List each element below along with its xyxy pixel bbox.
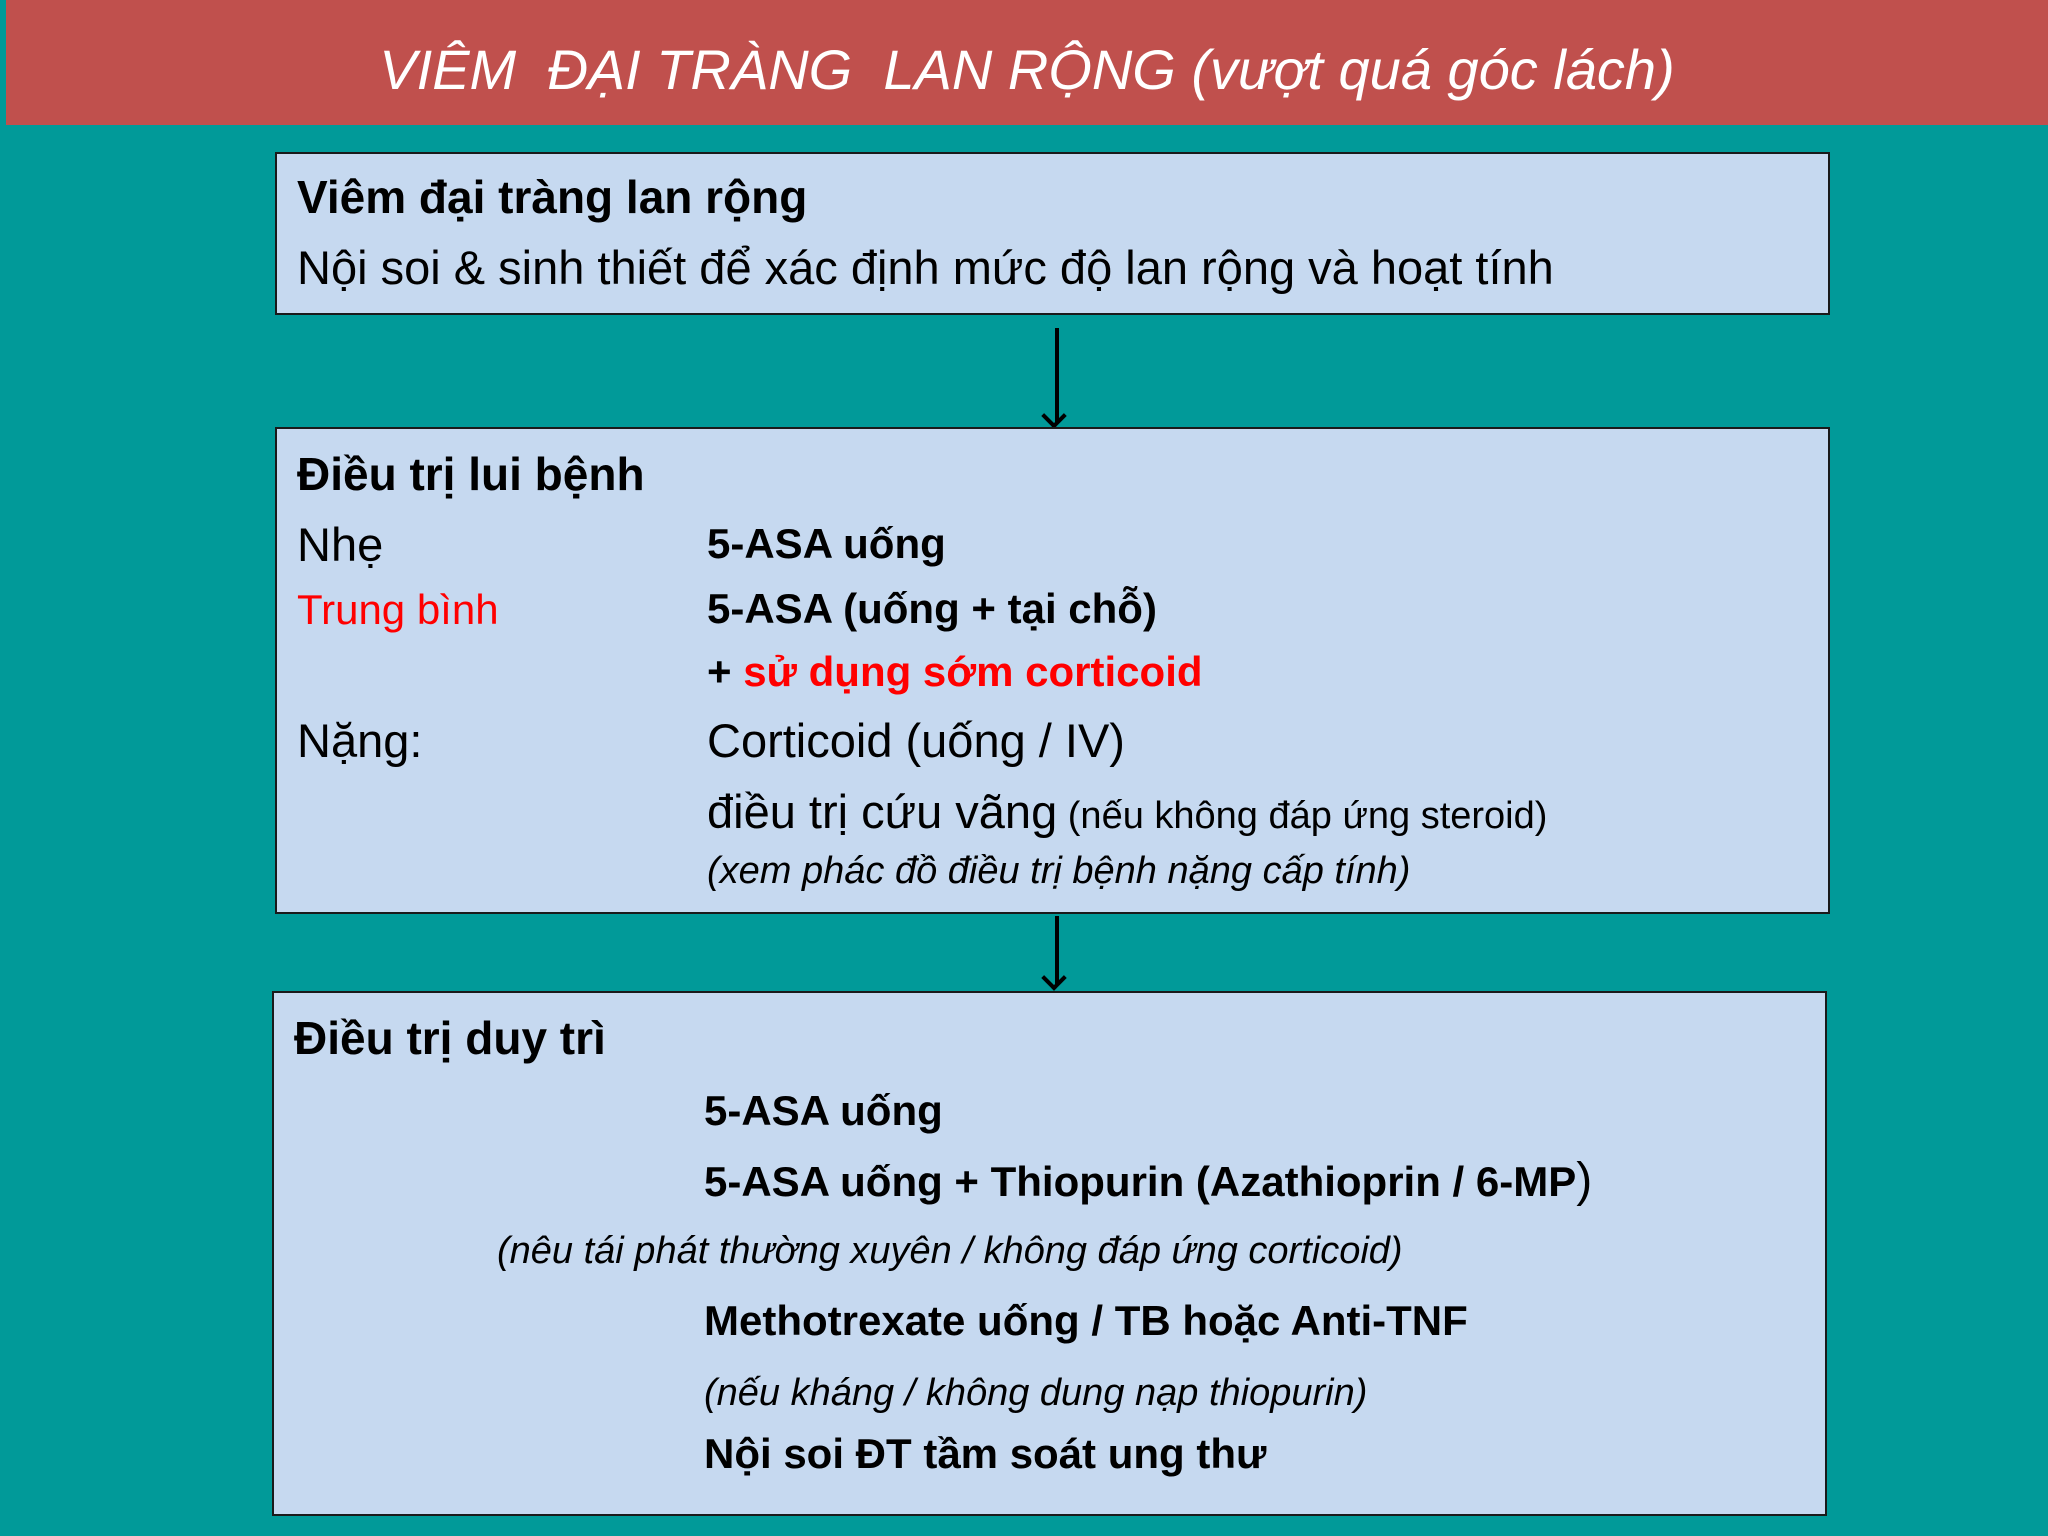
severe-label: Nặng: <box>297 714 423 767</box>
closing-paren: ) <box>1576 1154 1593 1207</box>
maintenance-heading: Điều trị duy trì <box>294 1012 606 1064</box>
mild-label: Nhẹ <box>297 518 384 571</box>
maintenance-line-4: Nội soi ĐT tầm soát ung thư <box>704 1430 1267 1477</box>
early-corticoid: sử dụng sớm corticoid <box>743 648 1203 695</box>
page-title: VIÊM ĐẠI TRÀNG LAN RỘNG (vượt quá góc lách) <box>379 38 1675 101</box>
severe-protocol-note: (xem phác đồ điều trị bệnh nặng cấp tính) <box>707 850 1411 892</box>
title-bar <box>6 0 2048 125</box>
rescue-line <box>707 784 1547 839</box>
down-arrow-1 <box>1055 328 1059 423</box>
rescue-note: (nếu không đáp ứng steroid) <box>1057 795 1548 837</box>
plus-sign: + <box>707 648 744 695</box>
thiopurin-combo: 5-ASA uống + Thiopurin (Azathioprin / 6-MP <box>704 1158 1577 1205</box>
extent-description: Nội soi & sinh thiết để xác định mức độ lan rộng và hoạt tính <box>297 241 1554 294</box>
down-arrow-2 <box>1055 916 1059 985</box>
severe-treatment: Corticoid (uống / IV) <box>707 714 1125 767</box>
thiopurin-note: (nếu kháng / không dung nạp thiopurin) <box>704 1372 1368 1414</box>
rescue-therapy: điều trị cứu vãng <box>707 785 1058 838</box>
moderate-label: Trung bình <box>297 586 499 633</box>
maintenance-line-3: Methotrexate uống / TB hoặc Anti-TNF <box>704 1297 1468 1344</box>
extent-heading: Viêm đại tràng lan rộng <box>297 171 808 223</box>
moderate-extra <box>707 648 1203 696</box>
maintenance-line-2 <box>704 1153 1592 1208</box>
moderate-treatment: 5-ASA (uống + tại chỗ) <box>707 585 1157 632</box>
remission-heading: Điều trị lui bệnh <box>297 448 645 500</box>
maintenance-line-1: 5-ASA uống <box>704 1087 943 1134</box>
mild-treatment: 5-ASA uống <box>707 520 946 567</box>
relapse-note: (nêu tái phát thường xuyên / không đáp ứng corticoid) <box>497 1230 1403 1272</box>
